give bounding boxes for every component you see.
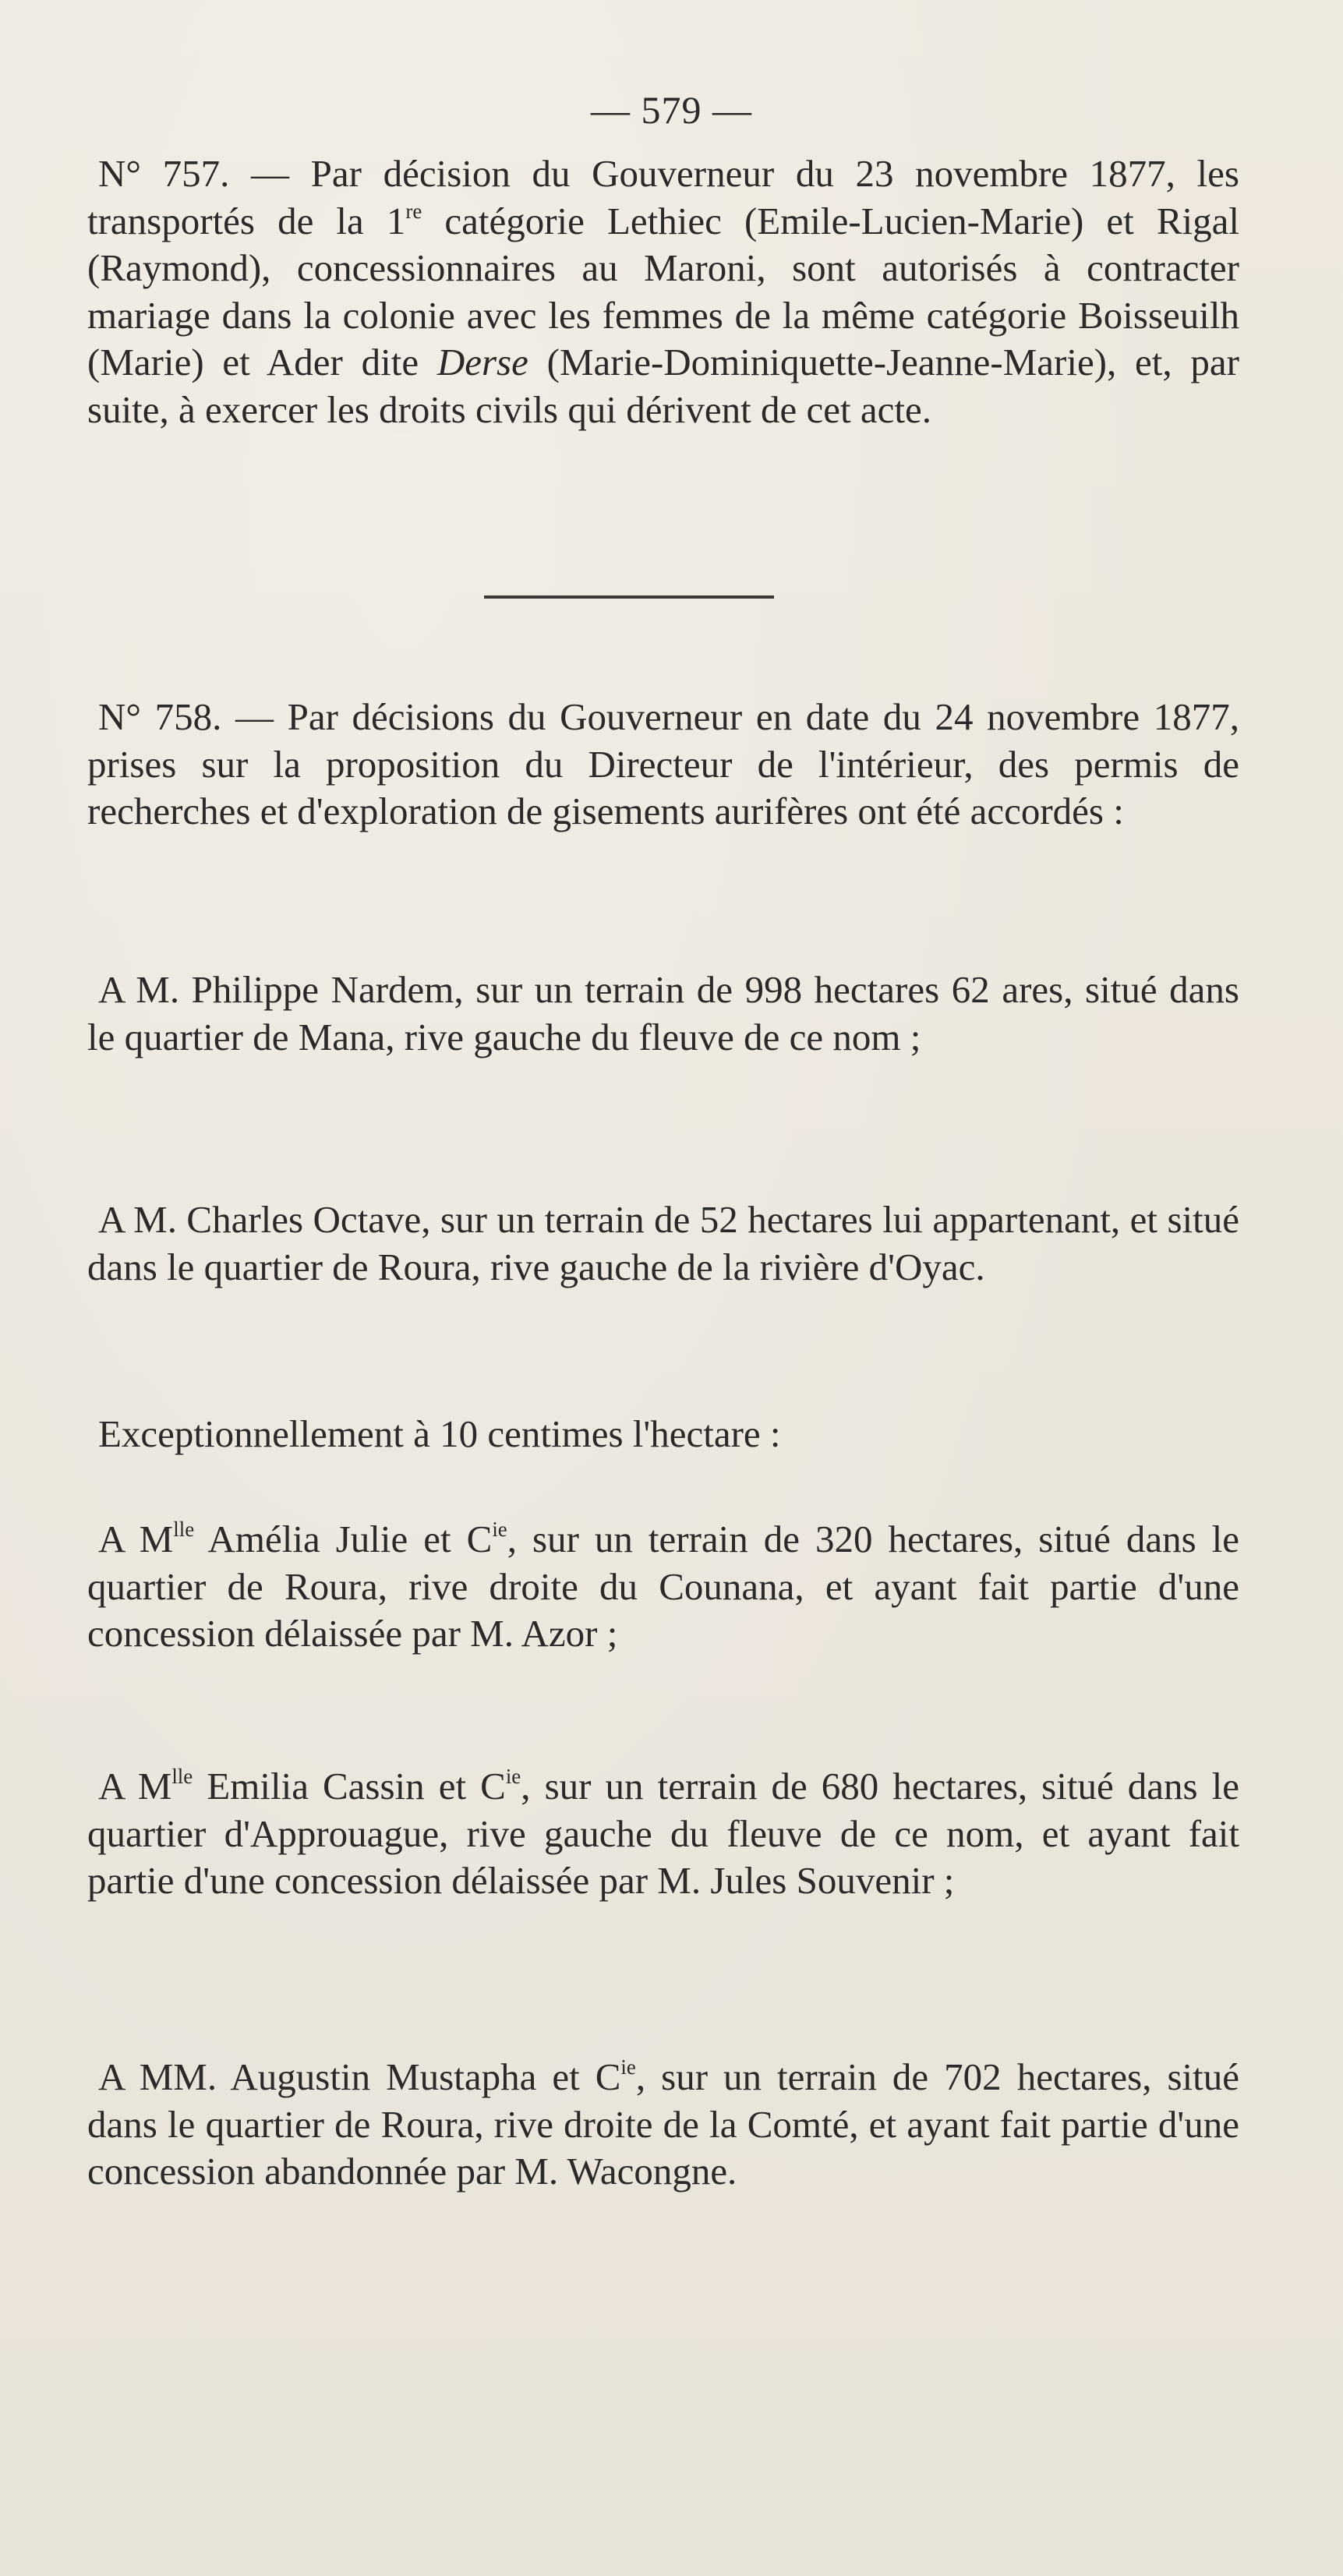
grant-emilia-text-b: Emilia Cassin et C — [193, 1765, 506, 1807]
decision-758-text: — Par décisions du Gouverneur en date du 24 novembre 1877, prises sur la proposition du Directeur de l'intérieur, des permis de recherches et d'exploration de gisements aurifères ont été accordés : — [87, 695, 1239, 832]
grant-augustin-mustapha — [87, 2054, 1239, 2196]
grant-emilia-cassin — [87, 1763, 1239, 1905]
exceptional-heading: Exceptionnellement à 10 centimes l'hectare : — [98, 1412, 781, 1455]
grant-amelia-text-a: A M — [98, 1518, 174, 1560]
grant-emilia-sup-1: lle — [171, 1764, 193, 1788]
grant-nardem: A M. Philippe Nardem, sur un terrain de 998 hectares 62 ares, situé dans le quartier de Mana, rive gauche du fleuve de ce nom ; — [87, 968, 1239, 1058]
grant-amelia-text-b: Amélia Julie et C — [194, 1518, 493, 1560]
grant-emilia-text-c: , sur un terrain de 680 hectares, situé dans le quartier d'Approuague, rive gauche du fleuve de ce nom, et ayant fait partie d'une concession délaissée par M. Jules Souvenir ; — [87, 1765, 1239, 1902]
decision-758-paragraph — [87, 694, 1239, 836]
decision-757-text-a: — Par décision du Gouverneur du 23 novembre 1877, les transportés de la 1 — [87, 152, 1239, 242]
decision-757-superscript: re — [405, 199, 422, 223]
grant-mustapha-text-a: A MM. Augustin Mustapha et C — [98, 2055, 621, 2098]
page-number: — 579 — — [591, 88, 752, 132]
decision-757-italic-alias: Derse — [436, 341, 528, 383]
grant-amelia-sup-1: lle — [173, 1517, 195, 1541]
grant-amelia-sup-2: ie — [492, 1517, 507, 1541]
decision-758-number: N° 758. — [98, 695, 222, 738]
section-divider — [484, 595, 774, 599]
grant-mustapha-text-c: , sur un terrain de 702 hectares, situé dans le quartier de Roura, rive droite de la Comté, et ayant fait partie d'une concession abandonnée par M. Wacongne. — [87, 2055, 1239, 2193]
decision-757-text-b: catégorie Lethiec (Emile-Lucien-Marie) et Rigal (Raymond), concessionnaires au Maroni, sont autorisés à contracter mariage dans la colonie avec les femmes de la même catégorie Boisseuilh (Marie) et Ader dite — [87, 199, 1240, 383]
decision-757-number: N° 757. — [98, 152, 230, 195]
decision-757-paragraph — [87, 150, 1239, 433]
grant-emilia-sup-2: ie — [505, 1764, 521, 1788]
grant-amelia-text-c: , sur un terrain de 320 hectares, situé dans le quartier de Roura, rive droite du Counana, et ayant fait partie d'une concession délaissée par M. Azor ; — [87, 1518, 1239, 1655]
decision-757-text-c: (Marie-Dominiquette-Jeanne-Marie), et, par suite, à exercer les droits civils qui dérivent de cet acte. — [87, 341, 1239, 431]
grant-emilia-text-a: A M — [98, 1765, 172, 1807]
grant-octave: A M. Charles Octave, sur un terrain de 52 hectares lui appartenant, et situé dans le quartier de Roura, rive gauche de la rivière d'Oyac. — [87, 1198, 1239, 1288]
grant-mustapha-sup: ie — [620, 2055, 636, 2079]
grant-amelia-julie — [87, 1516, 1239, 1658]
